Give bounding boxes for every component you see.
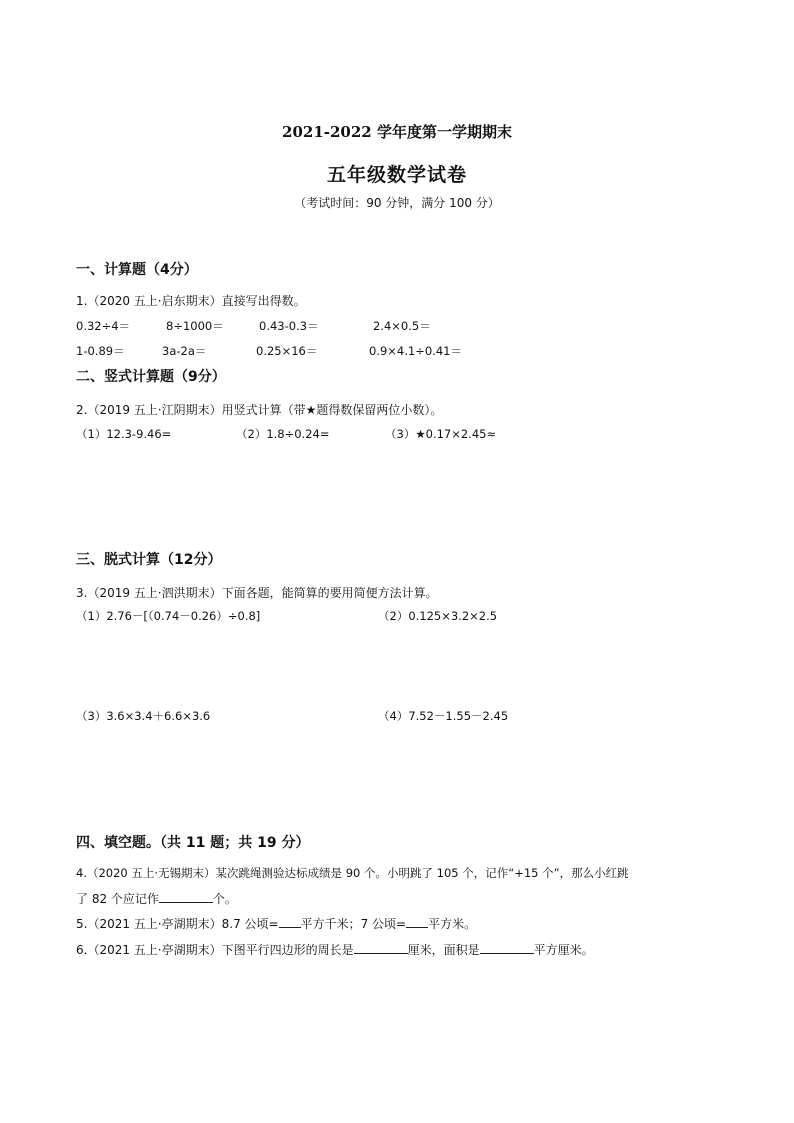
- q1-expr-3: 0.43-0.3＝: [259, 319, 319, 333]
- q5-text-c: 平方米。: [428, 917, 477, 931]
- q3-item-2: （2）0.125×3.2×2.5: [378, 609, 498, 623]
- question-2-stem: 2.（2019 五上·江阴期末）用竖式计算（带★题得数保留两位小数）。: [76, 403, 443, 417]
- exam-subtitle: （考试时间：90 分钟，满分 100 分）: [294, 196, 500, 210]
- q3-item-4: （4）7.52－1.55－2.45: [378, 709, 509, 723]
- question-6: [76, 941, 594, 958]
- q6-answer-blank-2[interactable]: [480, 941, 534, 954]
- q3-item-1: （1）2.76－[（0.74－0.26）÷0.8]: [76, 609, 261, 623]
- q4-answer-blank[interactable]: [159, 890, 213, 903]
- q2-item-1: （1）12.3-9.46=: [76, 427, 172, 441]
- q5-answer-blank-1[interactable]: [279, 915, 301, 928]
- q6-answer-blank-1[interactable]: [354, 941, 408, 954]
- section-4-heading: 四、填空题。（共 11 题；共 19 分）: [76, 835, 310, 851]
- section-1-heading: 一、计算题（4分）: [76, 262, 198, 278]
- q3-item-3: （3）3.6×3.4＋6.6×3.6: [76, 709, 211, 723]
- q5-answer-blank-2[interactable]: [406, 915, 428, 928]
- q1-expr-4: 2.4×0.5＝: [373, 319, 431, 333]
- question-5: [76, 915, 476, 932]
- q1-expr-8: 0.9×4.1÷0.41＝: [369, 344, 462, 358]
- q2-item-3: （3）★0.17×2.45≈: [385, 427, 497, 441]
- q4-text-b: 个。: [212, 892, 237, 906]
- question-1-stem: 1.（2020 五上·启东期末）直接写出得数。: [76, 294, 306, 308]
- q2-item-2: （2）1.8÷0.24=: [236, 427, 330, 441]
- q1-expr-7: 0.25×16＝: [256, 344, 318, 358]
- q5-text-a: 5.（2021 五上·亭湖期末）8.7 公顷=: [76, 917, 279, 931]
- q1-expr-5: 1-0.89＝: [76, 344, 125, 358]
- question-3-stem: 3.（2019 五上·泗洪期末）下面各题，能简算的要用简便方法计算。: [76, 586, 438, 600]
- section-2-heading: 二、竖式计算题（9分）: [76, 369, 226, 385]
- q1-expr-1: 0.32÷4＝: [76, 319, 131, 333]
- q1-expr-6: 3a-2a＝: [162, 344, 207, 358]
- section-3-heading: 三、脱式计算（12分）: [76, 552, 222, 568]
- q1-expr-2: 8÷1000＝: [166, 319, 224, 333]
- q6-text-c: 平方厘米。: [533, 943, 594, 957]
- exam-year-title: 2021-2022 学年度第一学期期末: [282, 123, 512, 141]
- question-4-line-1: 4.（2020 五上·无锡期末）某次跳绳测验达标成绩是 90 个。小明跳了 105 个，记作“+15 个”，那么小红跳: [76, 866, 629, 880]
- q6-text-a: 6.（2021 五上·亭湖期末）下图平行四边形的周长是: [76, 943, 354, 957]
- question-4-line-2: [76, 890, 237, 907]
- exam-main-title: 五年级数学试卷: [326, 164, 467, 186]
- q5-text-b: 平方千米；7 公顷=: [300, 917, 407, 931]
- q4-text-a: 了 82 个应记作: [76, 892, 159, 906]
- q6-text-b: 厘米，面积是: [407, 943, 480, 957]
